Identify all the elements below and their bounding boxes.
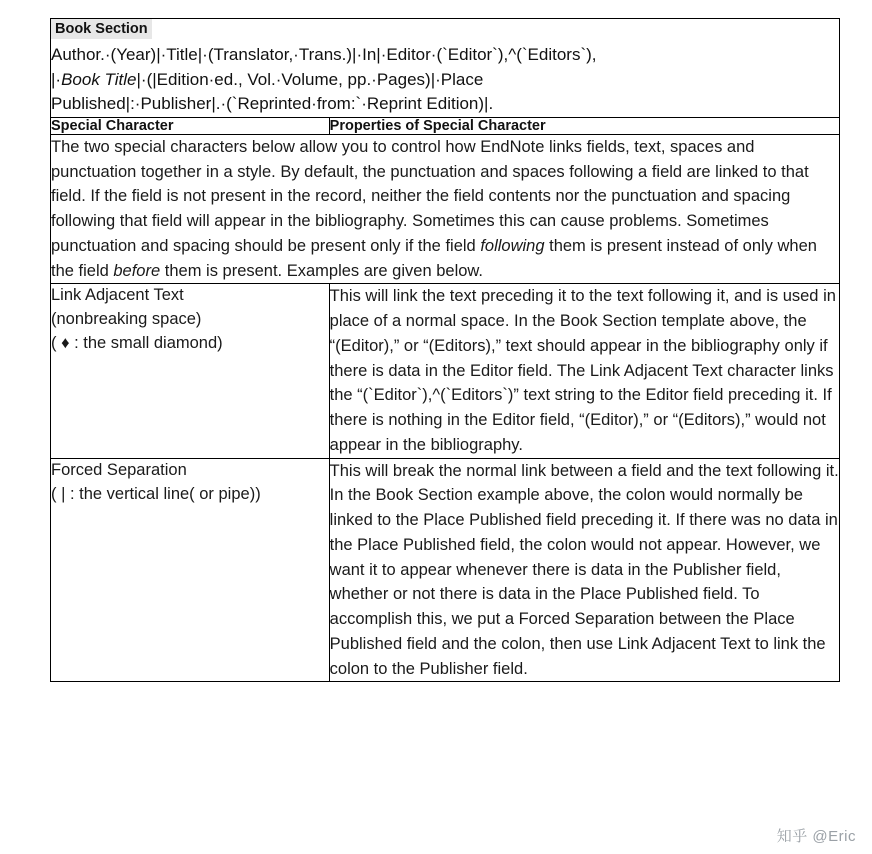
row-0-name-line-1: Link Adjacent Text [51, 286, 184, 305]
row-1-name-line-2: ( | : the vertical line( or pipe)) [51, 484, 261, 503]
template-line-1: Author.·(Year)|·Title|·(Translator,·Trans.)|·In|·Editor·(`Editor`),^(`Editors`), [51, 45, 597, 64]
book-section-template-text [51, 43, 839, 117]
template-row [51, 19, 840, 118]
intro-text-part-1: The two special characters below allow you to control how EndNote links fields, text, spaces and punctuation together in a style. By default, the punctuation and spaces following a field are linked to that field. If the field is not present in the record, neither the field contents nor the punctuation and spacing following that field will appear in the bibliography. Sometimes this can cause problems. Sometimes punctuation and spacing should be present only if the field [51, 137, 809, 255]
intro-text-part-2: them is present instead of only when the field [51, 236, 817, 280]
column-header-row [51, 117, 840, 134]
special-character-description-link-adjacent-text: This will link the text preceding it to the text following it, and is used in place of a normal space. In the Book Section template above, the “(Editor),” or “(Editors),” text should appear in the bibliography only if there is data in the Editor field. The Link Adjacent Text character links the “(`Editor`),^(`Editors`)” text string to the Editor field preceding it. If there is nothing in the Editor field, “(Editor),” or “(Editors),” would not appear in the bibliography. [329, 284, 839, 458]
template-line-2-suffix: |·(|Edition·ed., Vol.·Volume, pp.·Pages)|·Place [136, 69, 484, 89]
watermark: 知乎 @Eric [776, 828, 856, 845]
special-character-name-forced-separation [51, 458, 330, 682]
table-row [51, 284, 840, 458]
book-section-template-cell [51, 19, 840, 118]
template-line-3: Published|:·Publisher|.·(`Reprinted·from:`·Reprint Edition)|. [51, 94, 494, 114]
intro-row [51, 134, 840, 284]
template-line-2-prefix: |· [51, 69, 62, 89]
row-0-name-line-3: ( ♦ : the small diamond) [51, 334, 223, 353]
special-character-description-forced-separation: This will break the normal link between a field and the text following it. In the Book Section example above, the colon would normally be linked to the Place Published field preceding it. If there was no data in the Place Published field, the colon would not appear. However, we want it to appear whenever there is data in the Publisher field, whether or not there is data in the Place Published field. To accomplish this, we put a Forced Separation between the Place Published field and the colon, then use Link Adjacent Text to link the colon to the Publisher field. [329, 458, 839, 682]
row-0-name-line-2: (nonbreaking space) [51, 310, 202, 329]
column-header-properties: Properties of Special Character [329, 117, 839, 134]
intro-text-part-3: them is present. Examples are given below. [160, 261, 484, 280]
intro-italic-following: following [480, 236, 545, 255]
special-character-name-link-adjacent-text [51, 284, 330, 458]
book-section-title: Book Section [51, 19, 152, 39]
intro-paragraph-cell [51, 134, 840, 284]
table-row [51, 458, 840, 682]
intro-italic-before: before [113, 261, 161, 280]
special-characters-table [50, 18, 840, 682]
column-header-special-character: Special Character [51, 117, 330, 134]
row-1-name-line-1: Forced Separation [51, 460, 187, 479]
template-book-title-italic: Book Title [61, 69, 137, 89]
